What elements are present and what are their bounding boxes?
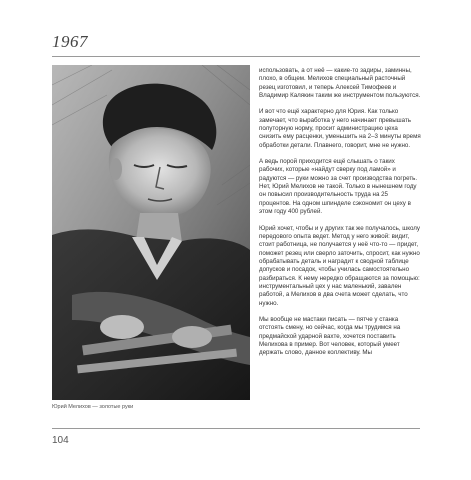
- paragraph: использовать, а от неё — какие-то задиры, заминны, плохо, в общем. Мелихов специальный расточный резец изготовил, и теперь Алексей Тимофеев и Владимир Калякин таким же инструментом пользуются.: [259, 67, 421, 100]
- article-text: [259, 67, 421, 366]
- paragraph: Юрий хочет, чтобы и у других так же получалось, школу передового опыта ведет. Метод у него живой: видит, стоит работница, не получается у неё что-то — придет, поможет резец или сверло заточить, спросит, как нужно обрабатывать деталь и наградит к сводной таблице допусков и посадок, чтобы училась самостоятельно разбираться. К нему нередко обращаются за помощью: инструментальный цех у нас маленький, завален работой, а Мелихов в два счета может сделать, что нужно.: [259, 224, 421, 307]
- illustration-caption: Юрий Мелихов — золотые руки: [52, 404, 134, 410]
- footer-divider: [52, 428, 420, 429]
- paragraph: Мы вообще не мастаки писать — пятче у станка отстоять смену, но сейчас, когда мы трудимся на предмайской ударной вахте, хочется поставить Мелихова в пример. Вот человек, который умеет держать слово, данное коллективу. Мы: [259, 315, 401, 357]
- paragraph: И вот что ещё характерно для Юрия. Как только замечает, что выработка у него начинает превышать полуторную норму, просит администрацию цеха снизить ему расценки, уменьшить на 2–3 минуты время обработки детали. Плавнего, говорит, мне не нужно.: [259, 108, 421, 149]
- paragraph: А ведь порой приходится ещё слышать о таких рабочих, которые «найдут сверку под ламой» и радуются — руки можно за счет производства погреть. Нет, Юрий Мелихов не такой. Только в нынешнем году он повысил производительность труда на 25 процентов. На одном шпинделе сэкономит он цеху в этом году 400 рублей.: [259, 158, 418, 216]
- page-number: 104: [52, 435, 69, 446]
- chapter-year: 1967: [52, 32, 88, 51]
- header-divider: [52, 56, 420, 57]
- charcoal-portrait-illustration: [52, 65, 250, 400]
